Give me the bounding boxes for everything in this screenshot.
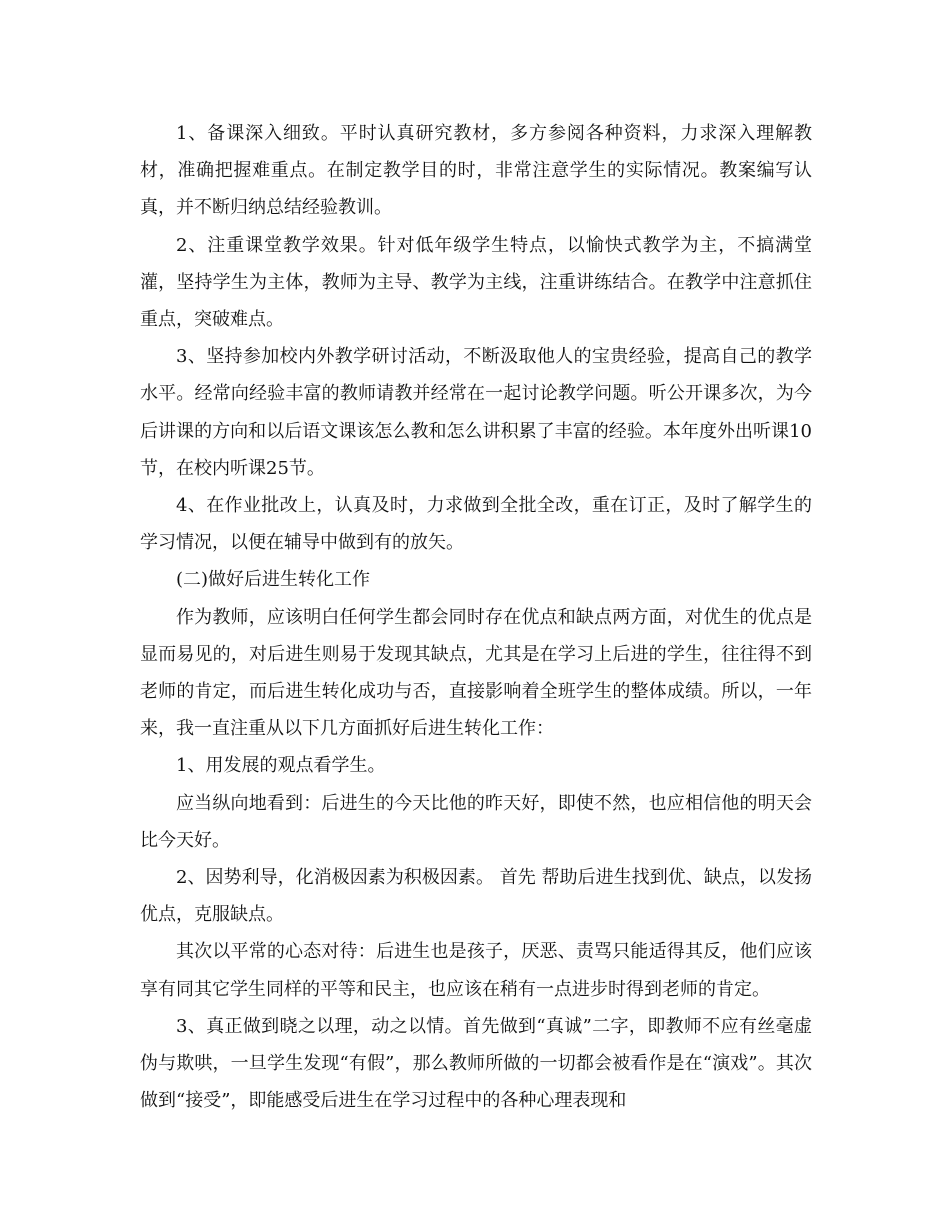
paragraph-6: 1、用发展的观点看学生。 xyxy=(176,755,386,777)
paragraph-7: 应当纵向地看到：后进生的今天比他的昨天好，即使不然，也应相信他的明天会比今天好。 xyxy=(140,792,812,851)
paragraph-2: 2、注重课堂教学效果。针对低年级学生特点，以愉快式教学为主，不搞满堂灌，坚持学生为主体，教师为主导、教学为主线，注重讲练结合。在教学中注意抓住重点，突破难点。 xyxy=(140,234,812,331)
paragraph-1: 1、备课深入细致。平时认真研究教材，多方参阅各种资料，力求深入理解教材，准确把握难重点。在制定教学目的时，非常注意学生的实际情况。教案编写认真，并不断归纳总结经验教训。 xyxy=(140,123,812,219)
document-body xyxy=(140,115,812,1119)
paragraph-3: 3、坚持参加校内外教学研讨活动，不断汲取他人的宝贵经验，提高自己的教学水平。经常向经验丰富的教师请教并经常在一起讨论教学问题。听公开课多次，为今后讲课的方向和以后语文课该怎么教和怎么讲积累了丰富的经验。本年度外出听课10节，在校内听课25节。 xyxy=(140,346,812,479)
paragraph-5: 作为教师，应该明白任何学生都会同时存在优点和缺点两方面，对优生的优点是显而易见的，对后进生则易于发现其缺点，尤其是在学习上后进的学生，往往得不到老师的肯定，而后进生转化成功与否，直接影响着全班学生的整体成绩。所以，一年来，我一直注重从以下几方面抓好后进生转化工作： xyxy=(140,606,812,740)
paragraph-4: 4、在作业批改上，认真及时，力求做到全批全改，重在订正，及时了解学生的学习情况，以便在辅导中做到有的放矢。 xyxy=(140,495,812,554)
paragraph-9: 其次以平常的心态对待：后进生也是孩子，厌恶、责骂只能适得其反，他们应该享有同其它学生同样的平等和民主，也应该在稍有一点进步时得到老师的肯定。 xyxy=(140,941,812,1000)
section-heading: (二)做好后进生转化工作 xyxy=(176,569,371,591)
paragraph-10: 3、真正做到晓之以理，动之以情。首先做到“真诚”二字，即教师不应有丝毫虚伪与欺哄，一旦学生发现“有假”，那么教师所做的一切都会被看作是在“演戏”。其次做到“接受”，即能感受后进生在学习过程中的各种心理表现和 xyxy=(140,1015,812,1112)
paragraph-8: 2、因势利导，化消极因素为积极因素。 首先 帮助后进生找到优、缺点，以发扬优点，克服缺点。 xyxy=(140,867,812,926)
